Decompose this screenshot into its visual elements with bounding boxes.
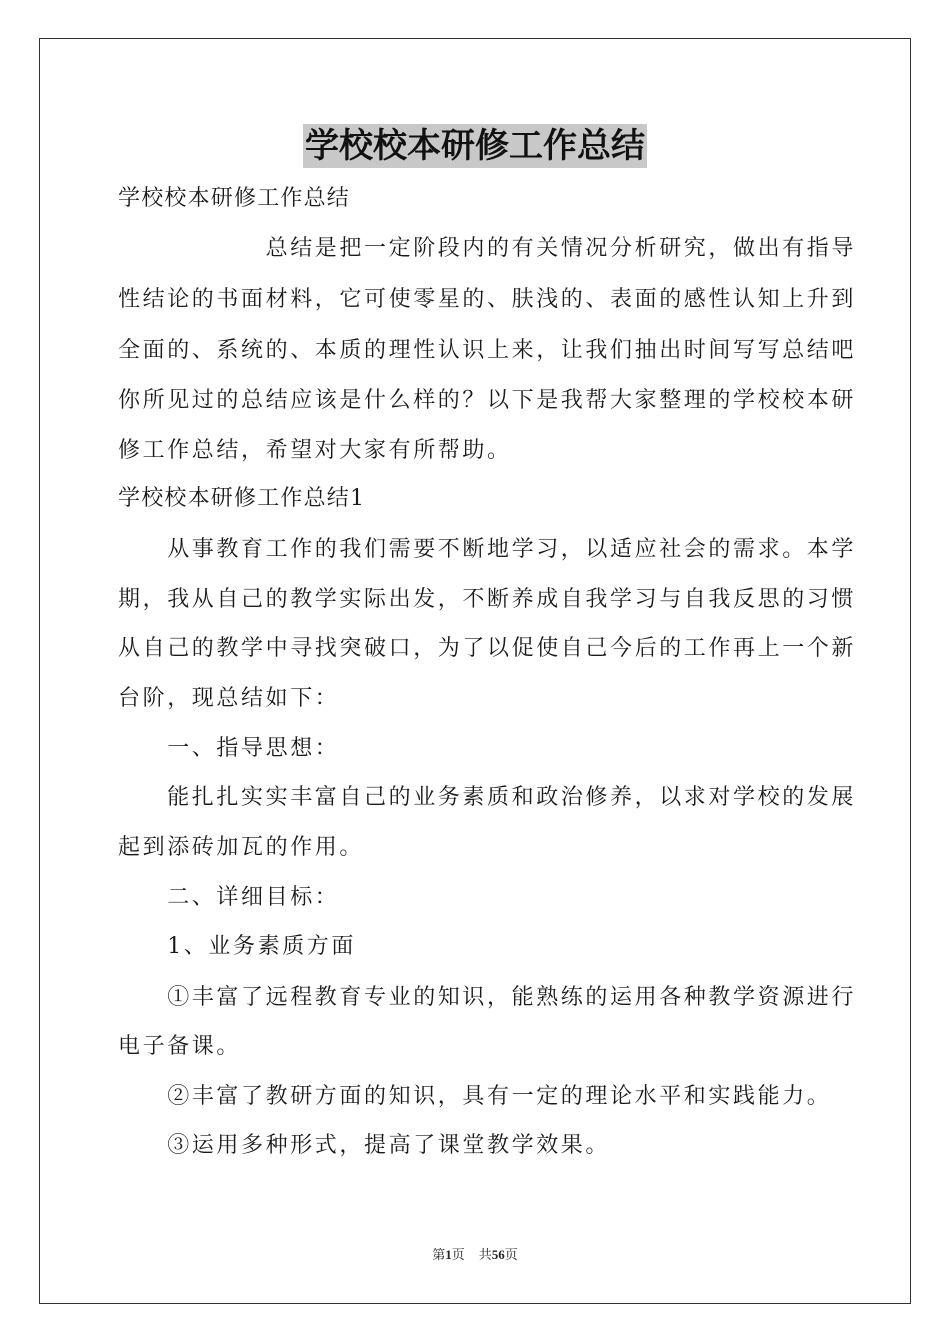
paragraph-line: 全面的、系统的、本质的理性认识上来，让我们抽出时间写写总结吧 (118, 338, 857, 363)
paragraph-line: ③运用多种形式，提高了课堂教学效果。 (118, 1133, 611, 1158)
footer-total-pages: 56 (491, 1247, 505, 1262)
paragraph-line: 能扎扎实实丰富自己的业务素质和政治修养，以求对学校的发展 (118, 785, 857, 810)
paragraph-line: 二、详细目标： (118, 885, 340, 910)
page-footer (0, 1246, 950, 1264)
paragraph-line: 总结是把一定阶段内的有关情况分析研究，做出有指导 (118, 236, 857, 261)
footer-page-unit: 页 (451, 1247, 465, 1262)
document-title: 学校校本研修工作总结 (305, 126, 645, 166)
section-heading: 学校校本研修工作总结1 (118, 486, 366, 511)
paragraph-line: 一、指导思想： (118, 736, 340, 761)
paragraph-line: 性结论的书面材料，它可使零星的、肤浅的、表面的感性认知上升到 (118, 287, 857, 312)
footer-total-unit: 页 (504, 1247, 518, 1262)
paragraph-line: 从事教育工作的我们需要不断地学习，以适应社会的需求。本学 (118, 537, 857, 562)
footer-page-prefix: 第 (432, 1247, 446, 1262)
paragraph-line: 台阶，现总结如下： (118, 686, 340, 711)
page-border (39, 38, 911, 1304)
paragraph-line: 你所见过的总结应该是什么样的？以下是我帮大家整理的学校校本研 (118, 388, 857, 413)
paragraph-line: 起到添砖加瓦的作用。 (118, 835, 365, 860)
paragraph-line: ①丰富了远程教育专业的知识，能熟练的运用各种教学资源进行 (118, 985, 857, 1010)
paragraph-line: ②丰富了教研方面的知识，具有一定的理论水平和实践能力。 (118, 1084, 832, 1109)
footer-current-page: 1 (445, 1247, 452, 1262)
paragraph-line: 期，我从自己的教学实际出发，不断养成自我学习与自我反思的习惯 (118, 587, 857, 612)
footer-total-prefix: 共 (478, 1247, 492, 1262)
paragraph-line: 从自己的教学中寻找突破口，为了以促使自己今后的工作再上一个新 (118, 636, 857, 661)
paragraph-line: 1、业务素质方面 (118, 934, 356, 959)
title-block (0, 124, 950, 168)
paragraph-line: 电子备课。 (118, 1034, 242, 1059)
subtitle-line: 学校校本研修工作总结 (118, 186, 351, 211)
paragraph-line: 修工作总结，希望对大家有所帮助。 (118, 438, 512, 463)
